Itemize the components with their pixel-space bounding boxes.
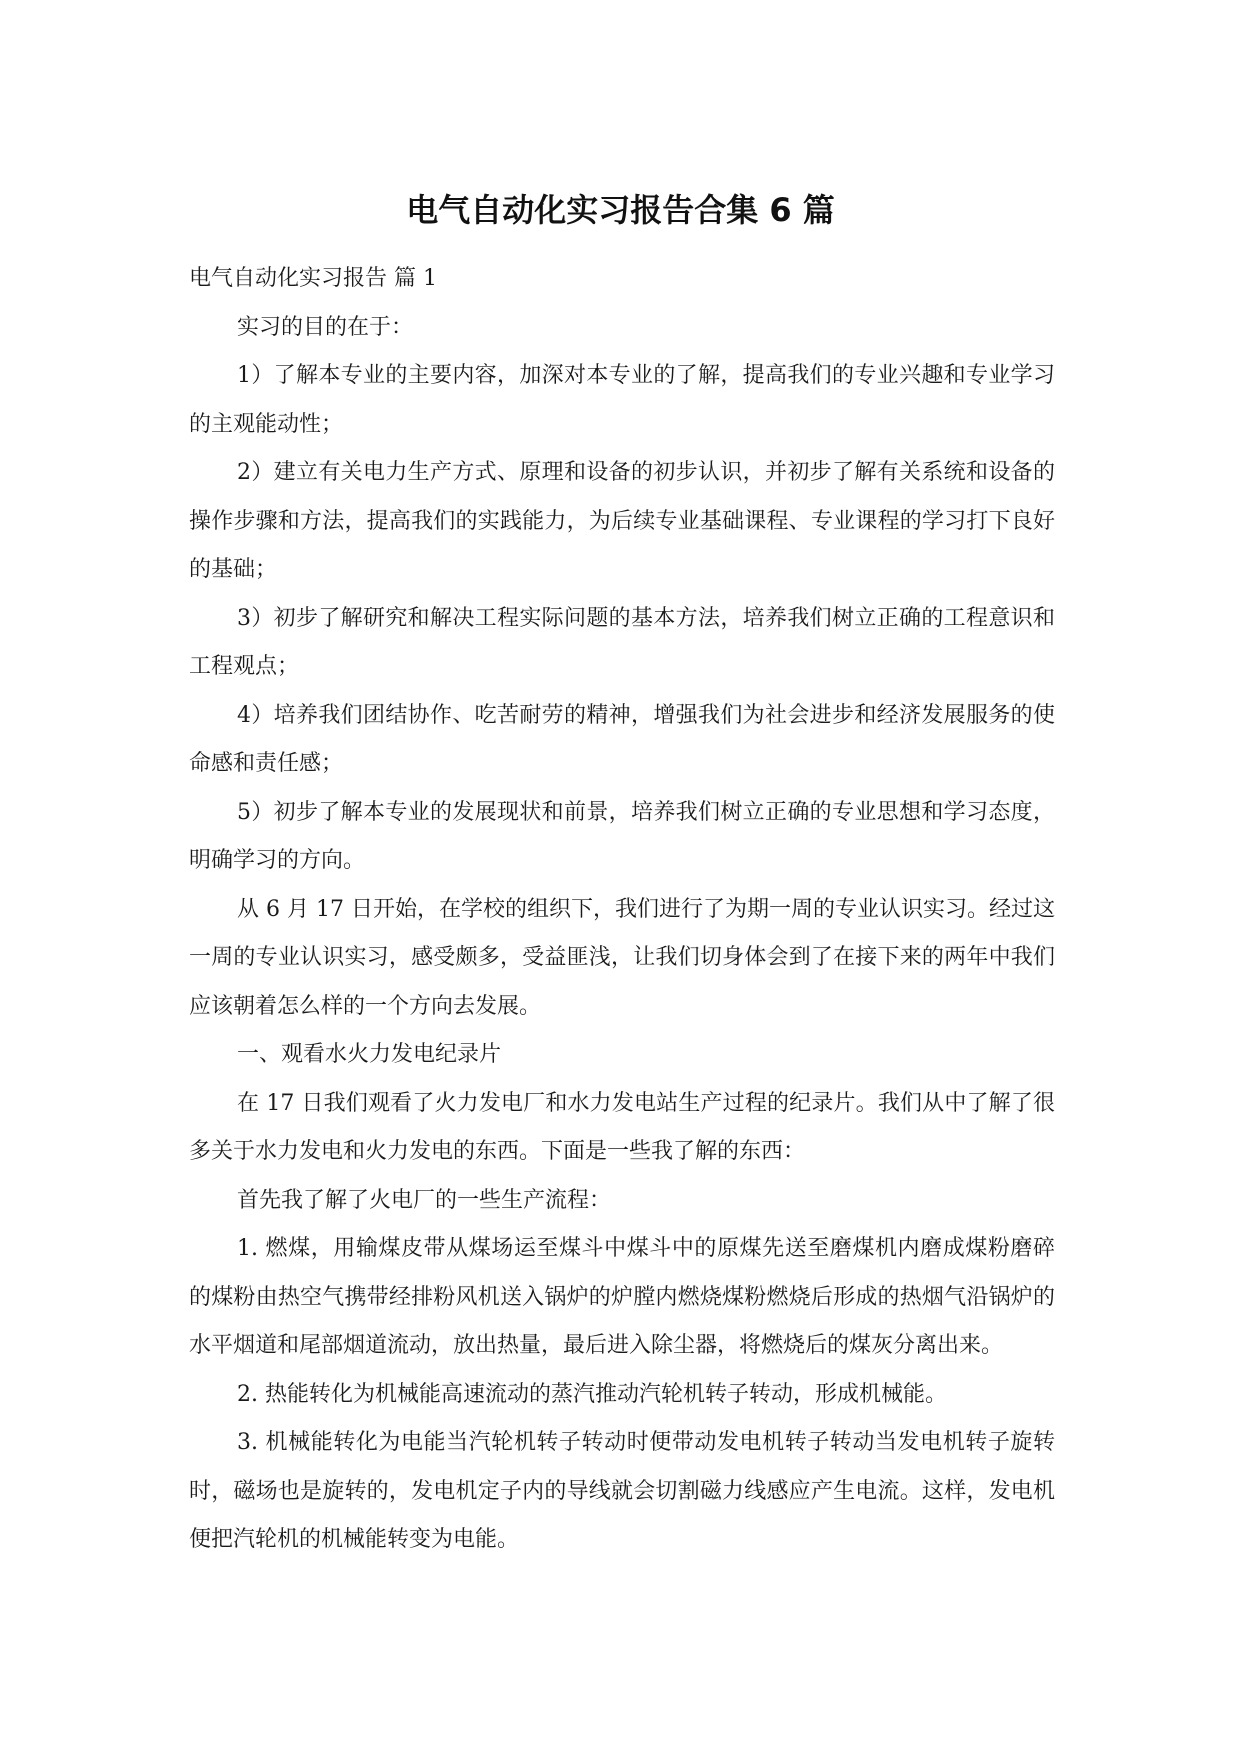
document-title: 电气自动化实习报告合集 6 篇 [406,191,835,229]
paragraph-purpose-2: 2）建立有关电力生产方式、原理和设备的初步认识，并初步了解有关系统和设备的操作步骤和方法，提高我们的实践能力，为后续专业基础课程、专业课程的学习打下良好的基础； [189,460,1055,582]
paragraph-internship-overview: 从 6 月 17 日开始，在学校的组织下，我们进行了为期一周的专业认识实习。经过这一周的专业认识实习，感受颇多，受益匪浅，让我们切身体会到了在接下来的两年中我们应该朝着怎么样的一个方向去发展。 [189,896,1055,1019]
paragraph-documentary: 在 17 日我们观看了火力发电厂和水力发电站生产过程的纪录片。我们从中了解了很多关于水力发电和火力发电的东西。下面是一些我了解的东西： [189,1090,1055,1164]
paragraph-purpose-5: 5）初步了解本专业的发展现状和前景，培养我们树立正确的专业思想和学习态度，明确学习的方向。 [189,799,1055,873]
section-heading: 电气自动化实习报告 篇 1 [189,266,437,291]
paragraph-purpose-1: 1）了解本专业的主要内容，加深对本专业的了解，提高我们的专业兴趣和专业学习的主观能动性； [189,363,1055,437]
paragraph-process-3: 3. 机械能转化为电能当汽轮机转子转动时便带动发电机转子转动当发电机转子旋转时，磁场也是旋转的，发电机定子内的导线就会切割磁力线感应产生电流。这样，发电机便把汽轮机的机械能转变为电能。 [189,1430,1055,1552]
paragraph-purpose-3: 3）初步了解研究和解决工程实际问题的基本方法，培养我们树立正确的工程意识和工程观点； [189,605,1055,679]
paragraph-purpose-4: 4）培养我们团结协作、吃苦耐劳的精神，增强我们为社会进步和经济发展服务的使命感和责任感； [189,702,1055,776]
paragraph-process-1: 1. 燃煤，用输煤皮带从煤场运至煤斗中煤斗中的原煤先送至磨煤机内磨成煤粉磨碎的煤粉由热空气携带经排粉风机送入锅炉的炉膛内燃烧煤粉燃烧后形成的热烟气沿锅炉的水平烟道和尾部烟道流动，放出热量，最后进入除尘器，将燃烧后的煤灰分离出来。 [189,1236,1055,1358]
subheading-documentary: 一、观看水火力发电纪录片 [237,1042,502,1067]
paragraph-purpose-intro: 实习的目的在于： [237,314,414,340]
paragraph-process-intro: 首先我了解了火电厂的一些生产流程： [237,1187,612,1213]
paragraph-process-2: 2. 热能转化为机械能高速流动的蒸汽推动汽轮机转子转动，形成机械能。 [237,1381,947,1407]
document-body [189,255,1055,1565]
